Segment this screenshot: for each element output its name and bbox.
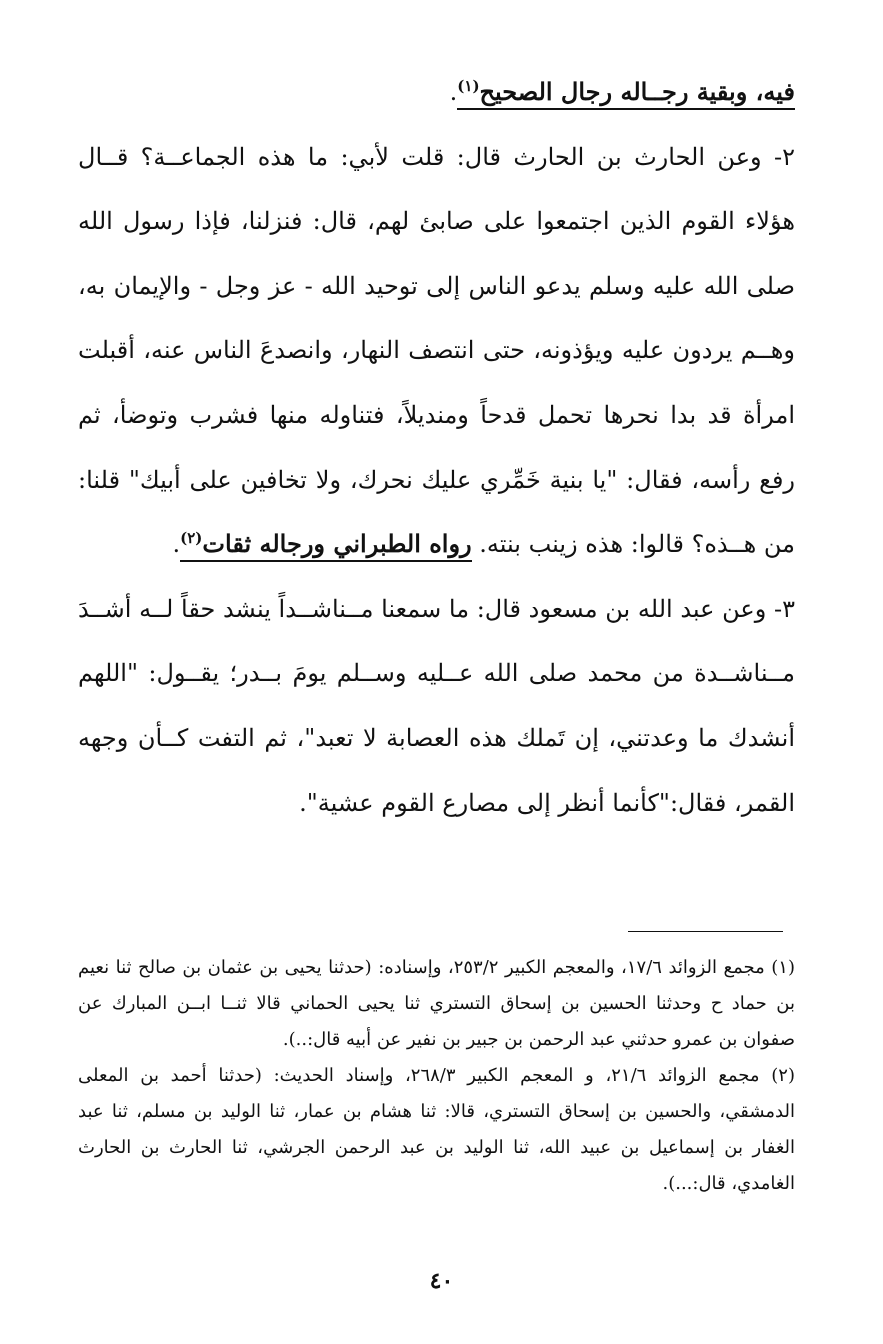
footnote-ref-1: (١): [457, 77, 480, 95]
closing-phrase: فيه، وبقية رجــاله رجال الصحيح$^{(١)}$: [457, 77, 795, 110]
paragraph-continuation: فيه، وبقية رجــاله رجال الصحيح$^{(١)}$.: [78, 60, 795, 125]
hadith-paragraph-3: ٣- وعن عبد الله بن مسعود قال: ما سمعنا مــناشــداً ينشد حقاً لــه أشــدَ مــناشــدة من محمد صلى الله عــليه وســلم يومَ بــدر؛ يقــول: "اللهم أنشدك ما وعدتني، إن تَملك هذه العصابة لا تعبد"، ثم التفت كــأن وجهه القمر، فقال:"كأنما أنظر إلى مصارع القوم عشية".: [78, 594, 795, 817]
footnotes: [78, 950, 795, 1202]
page-number: ٤٠: [429, 1268, 454, 1294]
hadith-2-text: ٢- وعن الحارث بن الحارث قال: قلت لأبي: ما هذه الجماعــة؟ قــال هؤلاء القوم الذين اجتمعوا على صابئ لهم، قال: فنزلنا، فإذا رسول الله صلى الله عليه وسلم يدعو الناس إلى توحيد الله - عز وجل - والإيمان به، وهــم يردون عليه ويؤذونه، حتى انتصف النهار، وانصدعَ الناس عنه، أقبلت امرأة قد بدا نحرها تحمل قدحاً ومنديلاً، فتناوله منها فشرب وتوضأ، ثم رفع رأسه، فقال: "يا بنية خَمِّري عليك نحرك، ولا تخافين على أبيك" قلنا: من هــذه؟ قالوا: هذه زينب بنته.: [78, 142, 795, 559]
footnote-ref-2: (٢): [180, 529, 203, 548]
footnote-2: (٢) مجمع الزوائد ٢١/٦، و المعجم الكبير ٢٦٨/٣، وإسناد الحديث: (حدثنا أحمد بن المعلى الدمشقي، والحسين بن إسحاق التستري، قالا: ثنا هشام بن عمار، ثنا الوليد بن مسلم، ثنا عبد الغفار بن إسماعيل بن عبيد الله، ثنا الوليد بن عبد الرحمن الجرشي، ثنا الحارث بن الحارث الغامدي، قال:...).: [78, 1065, 795, 1194]
footnote-1: (١) مجمع الزوائد ١٧/٦، والمعجم الكبير ٢٥٣/٢، وإسناده: (حدثنا يحيى بن عثمان بن صالح ثنا نعيم بن حماد ح وحدثنا الحسين بن إسحاق التستري ثنا يحيى الحماني قالا ثنــا ابــن المبارك عن صفوان بن عمرو حدثني عبد الرحمن بن جبير بن نفير عن أبيه قال:..).: [78, 957, 795, 1050]
footnote-divider: [628, 931, 783, 932]
hadith-2-source: رواه الطبراني ورجاله ثقات$^{(٢)}$: [180, 529, 472, 562]
main-text: [78, 60, 795, 835]
hadith-paragraph-2: ٢- وعن الحارث بن الحارث قال: قلت لأبي: ما هذه الجماعــة؟ قــال هؤلاء القوم الذين اجتمعوا على صابئ لهم، قال: فنزلنا، فإذا رسول الله صلى الله عليه وسلم يدعو الناس إلى توحيد الله - عز وجل - والإيمان به، وهــم يردون عليه ويؤذونه، حتى انتصف النهار، وانصدعَ الناس عنه، أقبلت امرأة قد بدا نحرها تحمل قدحاً ومنديلاً، فتناوله منها فشرب وتوضأ، ثم رفع رأسه، فقال: "يا بنية خَمِّري عليك نحرك، ولا تخافين على أبيك" قلنا: من هــذه؟ قالوا: هذه زينب بنته. رواه الطبراني ورجاله ثقات$^{(٢)}$.: [78, 125, 795, 577]
